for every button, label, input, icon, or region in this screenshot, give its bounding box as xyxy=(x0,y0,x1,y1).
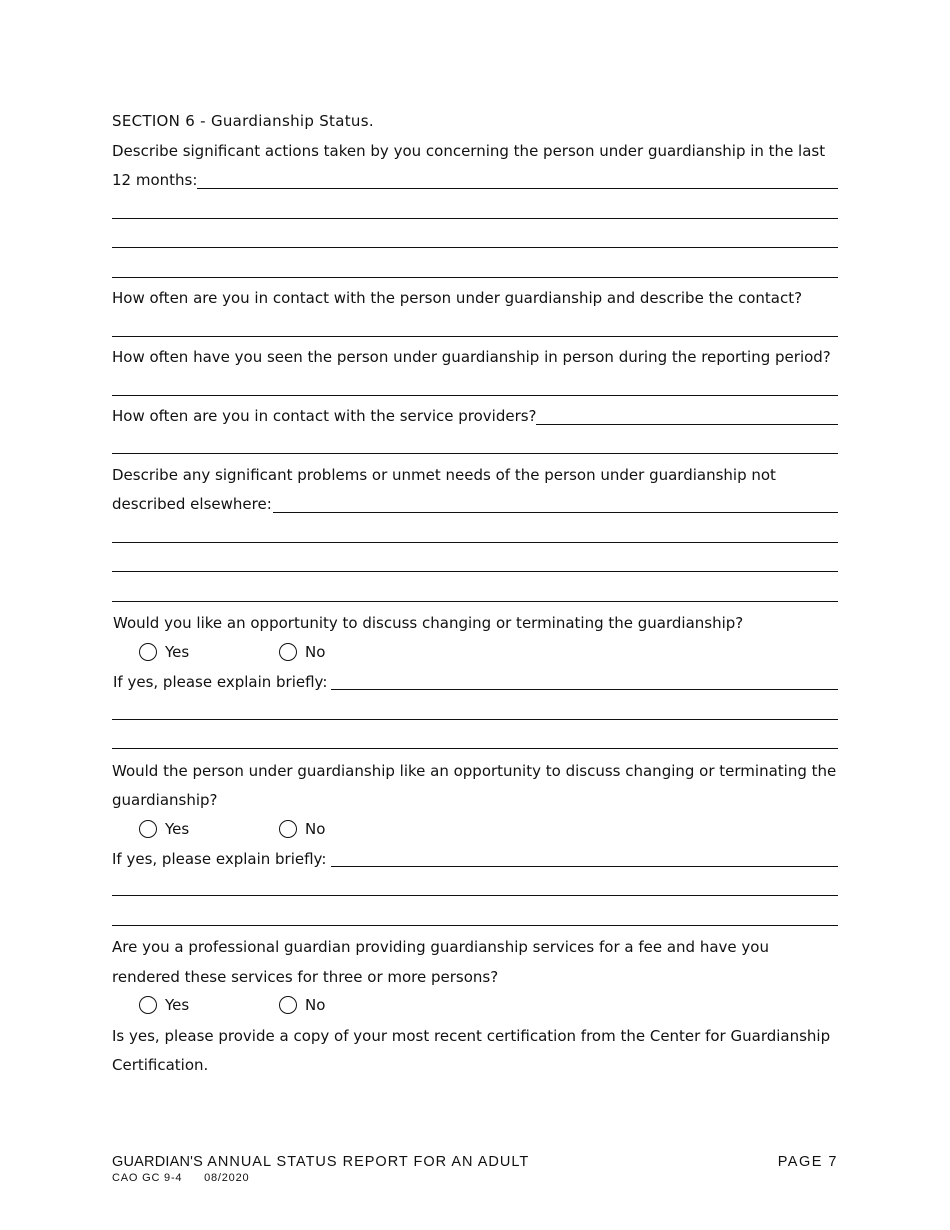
q8-no-option[interactable] xyxy=(279,996,325,1014)
q7-explain-line-3[interactable] xyxy=(112,925,838,926)
q8-yes-option[interactable] xyxy=(139,996,189,1014)
q7-yes-label: Yes xyxy=(165,820,190,838)
q7-yes-option[interactable] xyxy=(139,820,189,838)
q7-prompt-line1: Would the person under guardianship like an opportunity to discuss changing or terminating the xyxy=(112,762,837,780)
q7-explain-line-1[interactable] xyxy=(331,866,838,867)
q7-prompt-line2: guardianship? xyxy=(112,791,218,809)
q3-answer-line[interactable] xyxy=(112,395,838,396)
q8-yes-radio[interactable] xyxy=(139,996,157,1014)
q1-prompt-line1: Describe significant actions taken by you concerning the person under guardianship in the last xyxy=(112,142,826,160)
q5-prompt-line1: Describe any significant problems or unmet needs of the person under guardianship not xyxy=(112,466,776,484)
q1-answer-line-3[interactable] xyxy=(112,247,838,248)
q2-answer-line[interactable] xyxy=(112,336,838,337)
q6-explain-line-1[interactable] xyxy=(331,689,838,690)
q6-yes-label: Yes xyxy=(165,643,190,661)
q7-no-label: No xyxy=(305,820,326,838)
q1-answer-line-4[interactable] xyxy=(112,277,838,278)
q4-prompt: How often are you in contact with the service providers? xyxy=(112,407,537,425)
section-title: SECTION 6 - Guardianship Status. xyxy=(112,112,374,130)
q8-yes-label: Yes xyxy=(165,996,190,1014)
q8-no-label: No xyxy=(305,996,326,1014)
q5-answer-line-2[interactable] xyxy=(112,542,838,543)
q1-answer-line-1[interactable] xyxy=(197,188,838,189)
page-number: PAGE 7 xyxy=(777,1154,838,1170)
q7-no-radio[interactable] xyxy=(279,820,297,838)
q8-no-radio[interactable] xyxy=(279,996,297,1014)
q8-note-line2: Certification. xyxy=(112,1056,209,1074)
footer-title-rest: ANNUAL STATUS REPORT FOR AN ADULT xyxy=(207,1154,530,1170)
q4-answer-line-2[interactable] xyxy=(112,453,838,454)
q6-no-option[interactable] xyxy=(279,643,325,661)
q7-yes-radio[interactable] xyxy=(139,820,157,838)
q8-prompt-line1: Are you a professional guardian providing guardianship services for a fee and have you xyxy=(112,938,769,956)
q6-yes-option[interactable] xyxy=(139,643,189,661)
q5-prompt-line2: described elsewhere: xyxy=(112,495,272,513)
form-code xyxy=(112,1168,249,1188)
q6-yes-radio[interactable] xyxy=(139,643,157,661)
q5-answer-line-4[interactable] xyxy=(112,601,838,602)
q6-prompt: Would you like an opportunity to discuss changing or terminating the guardianship? xyxy=(113,614,744,632)
q6-explain-line-3[interactable] xyxy=(112,748,838,749)
q5-answer-line-3[interactable] xyxy=(112,571,838,572)
q8-note-line1: Is yes, please provide a copy of your most recent certification from the Center for Guardianship xyxy=(112,1027,831,1045)
q2-prompt: How often are you in contact with the person under guardianship and describe the contact? xyxy=(112,289,803,307)
footer-title-prefix: GUARDIAN'S xyxy=(112,1154,203,1170)
q6-no-label: No xyxy=(305,643,326,661)
q1-prompt-line2: 12 months: xyxy=(112,171,198,189)
q7-explain-label: If yes, please explain briefly: xyxy=(112,850,327,868)
q7-no-option[interactable] xyxy=(279,820,325,838)
q8-prompt-line2: rendered these services for three or more persons? xyxy=(112,968,499,986)
q6-explain-line-2[interactable] xyxy=(112,719,838,720)
q5-answer-line-1[interactable] xyxy=(273,512,838,513)
form-code-id: CAO GC 9-4 xyxy=(112,1172,183,1184)
q4-answer-line-1[interactable] xyxy=(536,424,838,425)
q7-explain-line-2[interactable] xyxy=(112,895,838,896)
form-code-date: 08/2020 xyxy=(204,1172,250,1184)
q6-explain-label: If yes, please explain briefly: xyxy=(113,673,328,691)
q3-prompt: How often have you seen the person under guardianship in person during the reporting period? xyxy=(112,348,831,366)
q6-no-radio[interactable] xyxy=(279,643,297,661)
q1-answer-line-2[interactable] xyxy=(112,218,838,219)
